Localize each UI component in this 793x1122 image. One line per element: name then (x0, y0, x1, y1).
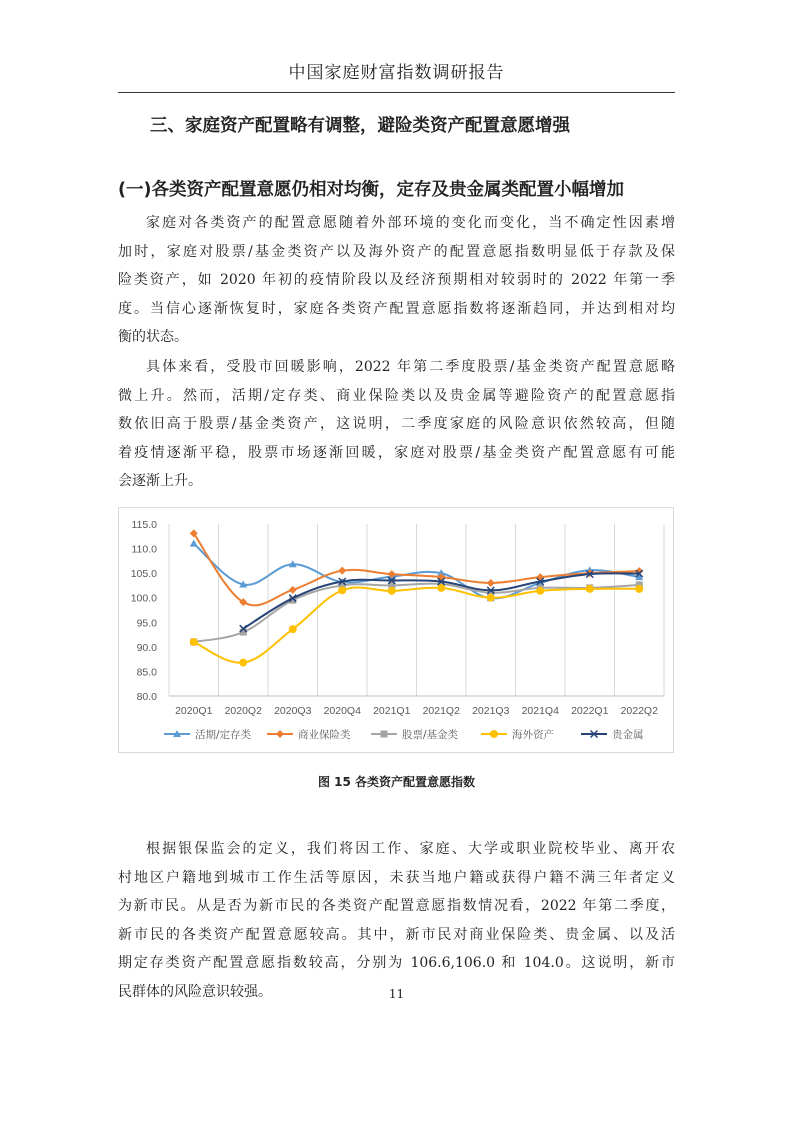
y-tick-label: 90.0 (136, 641, 157, 654)
header-rule (118, 92, 675, 93)
text-line: 新市民的各类资产配置意愿较高。其中，新市民对商业保险类、贵金属、以及活 (118, 926, 675, 943)
paragraph-1 (118, 209, 675, 352)
data-point (487, 594, 495, 602)
y-tick-label: 115.0 (131, 519, 157, 531)
data-point (338, 586, 346, 594)
y-tick-label: 100.0 (130, 592, 157, 605)
data-point (635, 585, 643, 593)
text-line: 加时，家庭对股票/基金类资产以及海外资产的配置意愿指数明显低于存款及保 (118, 243, 675, 260)
y-tick-label: 95.0 (136, 617, 157, 630)
text-line: 险类资产，如 2020 年初的疫情阶段以及经济预期相对较弱时的 2022 年第一季 (118, 272, 675, 289)
running-header: 中国家庭财富指数调研报告 (288, 63, 505, 83)
x-tick-label: 2021Q3 (472, 705, 510, 717)
text-line: 微上升。然而，活期/定存类、商业保险类以及贵金属等避险资产的配置意愿指 (118, 387, 675, 404)
text-line: 衡的状态。 (118, 329, 188, 346)
paragraph-2 (118, 353, 675, 496)
data-point (190, 540, 198, 547)
x-tick-label: 2021Q1 (373, 705, 411, 717)
y-tick-label: 85.0 (136, 666, 157, 679)
x-tick-label: 2020Q1 (175, 705, 213, 717)
text-line: 具体来看，受股市回暖影响，2022 年第二季度股票/基金类资产配置意愿略 (146, 359, 675, 375)
x-tick-label: 2022Q2 (620, 705, 658, 717)
legend-label: 商业保险类 (298, 729, 351, 741)
text-line: 为新市民。从是否为新市民的各类资产配置意愿指数情况看，2022 年第二季度， (118, 898, 675, 915)
data-point (536, 573, 544, 581)
x-tick-label: 2021Q2 (422, 705, 460, 717)
data-point (487, 579, 495, 587)
line-chart (119, 508, 675, 754)
y-tick-label: 80.0 (136, 691, 157, 703)
figure-caption: 图 15 各类资产配置意愿指数 (317, 775, 476, 789)
legend-label: 海外资产 (512, 729, 554, 741)
x-tick-label: 2022Q1 (571, 705, 609, 717)
text-line: 着疫情逐渐平稳，股票市场逐渐回暖，家庭对股票/基金类资产配置意愿有可能 (118, 444, 675, 461)
section-title: 三、家庭资产配置略有调整，避险类资产配置意愿增强 (150, 116, 570, 136)
page-number: 11 (388, 987, 405, 1001)
text-line: 度。当信心逐渐恢复时，家庭各类资产配置意愿指数将逐渐趋同，并达到相对均 (118, 300, 675, 317)
text-line: 会逐渐上升。 (118, 473, 202, 490)
x-tick-label: 2020Q3 (274, 705, 312, 717)
legend-marker (490, 730, 498, 738)
x-tick-label: 2021Q4 (521, 705, 559, 717)
paragraph-3 (118, 835, 675, 1007)
data-point (190, 638, 198, 646)
text-line: 家庭对各类资产的配置意愿随着外部环境的变化而变化，当不确定性因素增 (146, 215, 675, 231)
text-line: 民群体的风险意识较强。 (118, 983, 272, 1000)
x-tick-label: 2020Q2 (224, 705, 262, 717)
data-point (536, 587, 544, 595)
text-line: 期定存类资产配置意愿指数较高，分别为 106.6,106.0 和 104.0。这说明，新市 (118, 955, 675, 972)
data-point (586, 585, 594, 593)
data-point (239, 659, 247, 667)
text-line: 根据银保监会的定义，我们将因工作、家庭、大学或职业院校毕业、离开农 (146, 841, 675, 857)
text-line: 数依旧高于股票/基金类资产，这说明，二季度家庭的风险意识依然较高，但随 (118, 416, 675, 433)
legend-label: 股票/基金类 (402, 729, 459, 741)
text-line: 村地区户籍地到城市工作生活等原因，未获当地户籍或获得户籍不满三年者定义 (118, 869, 675, 886)
legend-marker (276, 730, 284, 738)
x-tick-label: 2020Q4 (323, 705, 361, 717)
legend-label: 贵金属 (612, 729, 644, 741)
data-point (388, 587, 396, 595)
legend-label: 活期/定存类 (195, 729, 252, 741)
subsection-title: (一)各类资产配置意愿仍相对均衡，定存及贵金属类配置小幅增加 (118, 180, 624, 200)
data-point (289, 586, 297, 594)
data-point (289, 625, 297, 633)
chart-container (118, 507, 674, 753)
y-tick-label: 105.0 (130, 568, 157, 581)
y-tick-label: 110.0 (131, 543, 157, 556)
data-point (338, 567, 346, 575)
legend-marker (381, 731, 388, 738)
